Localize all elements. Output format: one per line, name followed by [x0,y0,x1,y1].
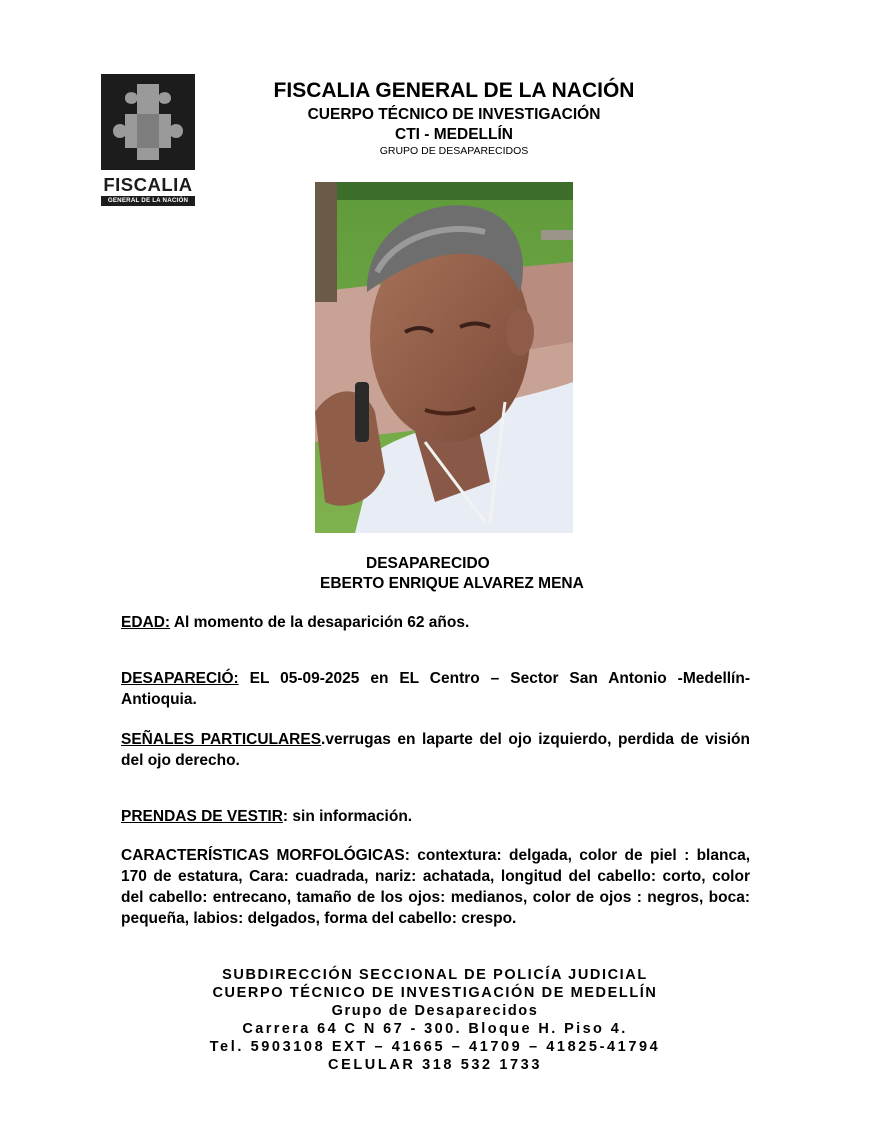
age-label: EDAD: [121,614,171,631]
clothing-value: : sin información. [282,808,413,825]
morphological-characteristics: CARACTERÍSTICAS MORFOLÓGICAS: contextura: delgada, color de piel : blanca, 170 de estatura, Cara: cuadrada, nariz: achatada, longitud del cabello: corto, color del cabello: entrecano, tamaño de los ojos: medianos, color de ojos : negros, boca: pequeña, labios: delgados, forma del cabello: crespo. [121,847,750,927]
page-title: FISCALIA GENERAL DE LA NACIÓN [273,79,635,102]
missing-status: DESAPARECIDO [366,555,490,572]
header-line-4: GRUPO DE DESAPARECIDOS [379,145,529,157]
age-value: Al momento de la desaparición 62 años. [170,614,470,631]
missing-person-photo [315,182,573,533]
puzzle-piece-icon [101,74,195,170]
particular-signs-value: .verrugas en laparte del ojo izquierdo, perdida de visión del ojo derecho. [121,731,750,769]
footer-address: Carrera 64 C N 67 - 300. Bloque H. Piso 4. [242,1021,628,1037]
missing-person-name: EBERTO ENRIQUE ALVAREZ MENA [320,575,584,592]
header-line-3: CTI - MEDELLÍN [395,126,513,143]
logo-subtitle: GENERAL DE LA NACIÓN [101,196,195,206]
footer-mobile: CELULAR 318 532 1733 [328,1057,542,1073]
clothing-label: PRENDAS DE VESTIR [121,808,283,825]
footer-line-2: CUERPO TÉCNICO DE INVESTIGACIÓN DE MEDELLÍN [212,985,658,1001]
particular-signs-paragraph [121,729,750,771]
header-line-2: CUERPO TÉCNICO DE INVESTIGACIÓN [307,106,601,123]
clothing-paragraph [121,806,750,827]
footer-phone: Tel. 5903108 EXT – 41665 – 41709 – 41825-41794 [209,1039,661,1055]
age-paragraph [121,612,750,633]
footer-line-3: Grupo de Desaparecidos [331,1003,539,1019]
logo-wordmark: FISCALIA [103,174,193,195]
particular-signs-label: SEÑALES PARTICULARES [121,731,322,748]
disappeared-value: EL 05-09-2025 en EL Centro – Sector San Antonio -Medellín-Antioquia. [121,670,750,708]
footer-line-1: SUBDIRECCIÓN SECCIONAL DE POLICÍA JUDICIAL [222,967,648,983]
disappeared-label: DESAPARECIÓ: [121,670,239,687]
disappeared-paragraph [121,668,750,710]
fiscalia-logo [101,74,195,207]
